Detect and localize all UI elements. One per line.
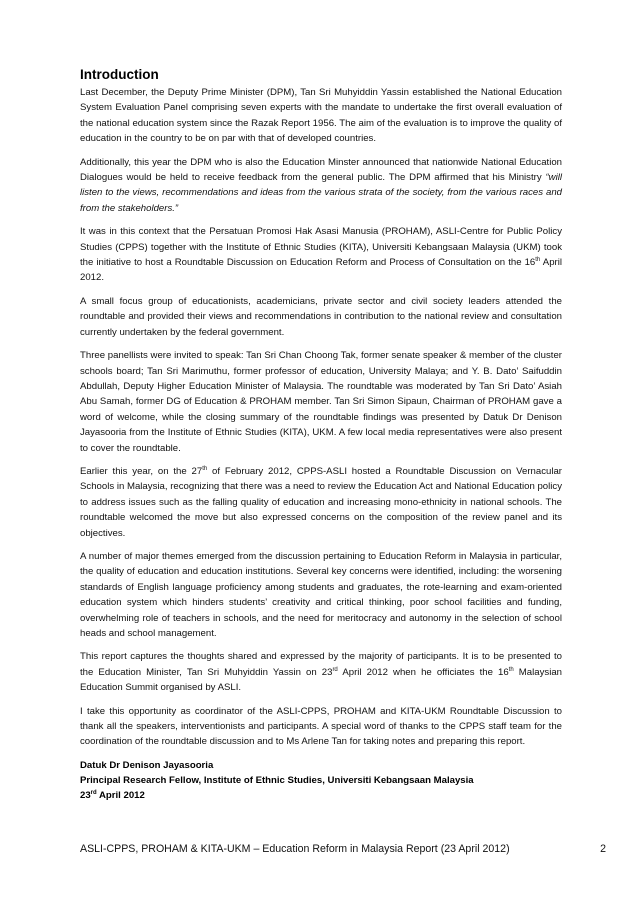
signature-block	[80, 758, 562, 803]
signature-name: Datuk Dr Denison Jayasooria	[80, 759, 214, 771]
signature-title: Principal Research Fellow, Institute of Ethnic Studies, Universiti Kebangsaan Malaysia	[80, 774, 474, 786]
paragraph-2: Additionally, this year the DPM who is also the Education Minster announced that nationwide National Education Dialogues would be held to receive feedback from the general public. The DPM affirmed that his Ministry “will listen to the views, recommendations and ideas from the various strata of the society, from the various races and from the stakeholders.”	[80, 156, 562, 214]
page-number: 2	[600, 843, 606, 855]
paragraph-1: Last December, the Deputy Prime Minister (DPM), Tan Sri Muhyiddin Yassin established the National Education System Evaluation Panel comprising seven experts with the mandate to undertake the first overall evaluation of the national education system since the Razak Report 1956. The aim of the evaluation is to improve the quality of education in the country to be on par with that of developed countries.	[80, 87, 562, 145]
paragraph-5: Three panellists were invited to speak: Tan Sri Chan Choong Tak, former senate speaker & member of the cluster schools board; Tan Sri Marimuthu, former professor of education, University Malaya; and Y. B. Dato’ Saifuddin Abdullah, Deputy Higher Education Minister of Malaysia. The roundtable was moderated by Tan Sri Dato’ Asiah Abu Samah, former DG of Education & PROHAM member. Tan Sri Simon Sipaun, Chairman of PROHAM gave a word of welcome, while the closing summary of the roundtable findings was presented by Datuk Dr Denison Jayasooria from the Institute of Ethnic Studies (KITA), UKM. A few local media representatives were also present to cover the roundtable.	[80, 350, 562, 454]
footer-text: ASLI-CPPS, PROHAM & KITA-UKM – Education Reform in Malaysia Report (23 April 2012)	[80, 843, 510, 855]
signature-date: 23rd April 2012	[80, 789, 145, 801]
paragraph-3: It was in this context that the Persatuan Promosi Hak Asasi Manusia (PROHAM), ASLI-Centre for Public Policy Studies (CPPS) together with the Institute of Ethnic Studies (KITA), Universiti Kebangsaan Malaysia (UKM) took the initiative to host a Roundtable Discussion on Education Reform and Process of Consultation on the 16th April 2012.	[80, 226, 562, 284]
paragraph-8: This report captures the thoughts shared and expressed by the majority of participants. It is to be presented to the Education Minister, Tan Sri Muhyiddin Yassin on 23rd April 2012 when he officiates the 16th Malaysian Education Summit organised by ASLI.	[80, 651, 562, 694]
section-heading: Introduction	[80, 67, 159, 82]
paragraph-4: A small focus group of educationists, academicians, private sector and civil society leaders attended the roundtable and provided their views and recommendations in contribution to the national review and consultation currently undertaken by the federal government.	[80, 295, 562, 338]
ministry-quote: “will listen to the views, recommendations and ideas from the various strata of the society, from the various races and from the stakeholders.”	[80, 172, 562, 214]
document-body	[80, 67, 562, 803]
paragraph-7: A number of major themes emerged from the discussion pertaining to Education Reform in Malaysia in particular, the quality of education and education institutions. Several key concerns were identified, including: the worsening standards of English language proficiency among students and graduates, the rote-learning and exam-oriented education system which hinders students’ creativity and critical thinking, poor school facilities and funding, overwhelming role of teachers in schools, and the need for meritocracy and autonomy in the selection of school heads and school management.	[80, 550, 562, 639]
paragraph-6: Earlier this year, on the 27th of February 2012, CPPS-ASLI hosted a Roundtable Discussion on Vernacular Schools in Malaysia, recognizing that there was a need to review the Education Act and National Education policy to address issues such as the falling quality of education and increasing mono-ethnicity in national schools. The roundtable welcomed the move but also expressed concerns on the composition of the review panel and its objectives.	[80, 465, 562, 539]
paragraph-9: I take this opportunity as coordinator of the ASLI-CPPS, PROHAM and KITA-UKM Roundtable Discussion to thank all the speakers, interventionists and participants. A special word of thanks to the CPPS staff team for the coordination of the roundtable discussion and to Ms Arlene Tan for taking notes and preparing this report.	[80, 705, 562, 748]
